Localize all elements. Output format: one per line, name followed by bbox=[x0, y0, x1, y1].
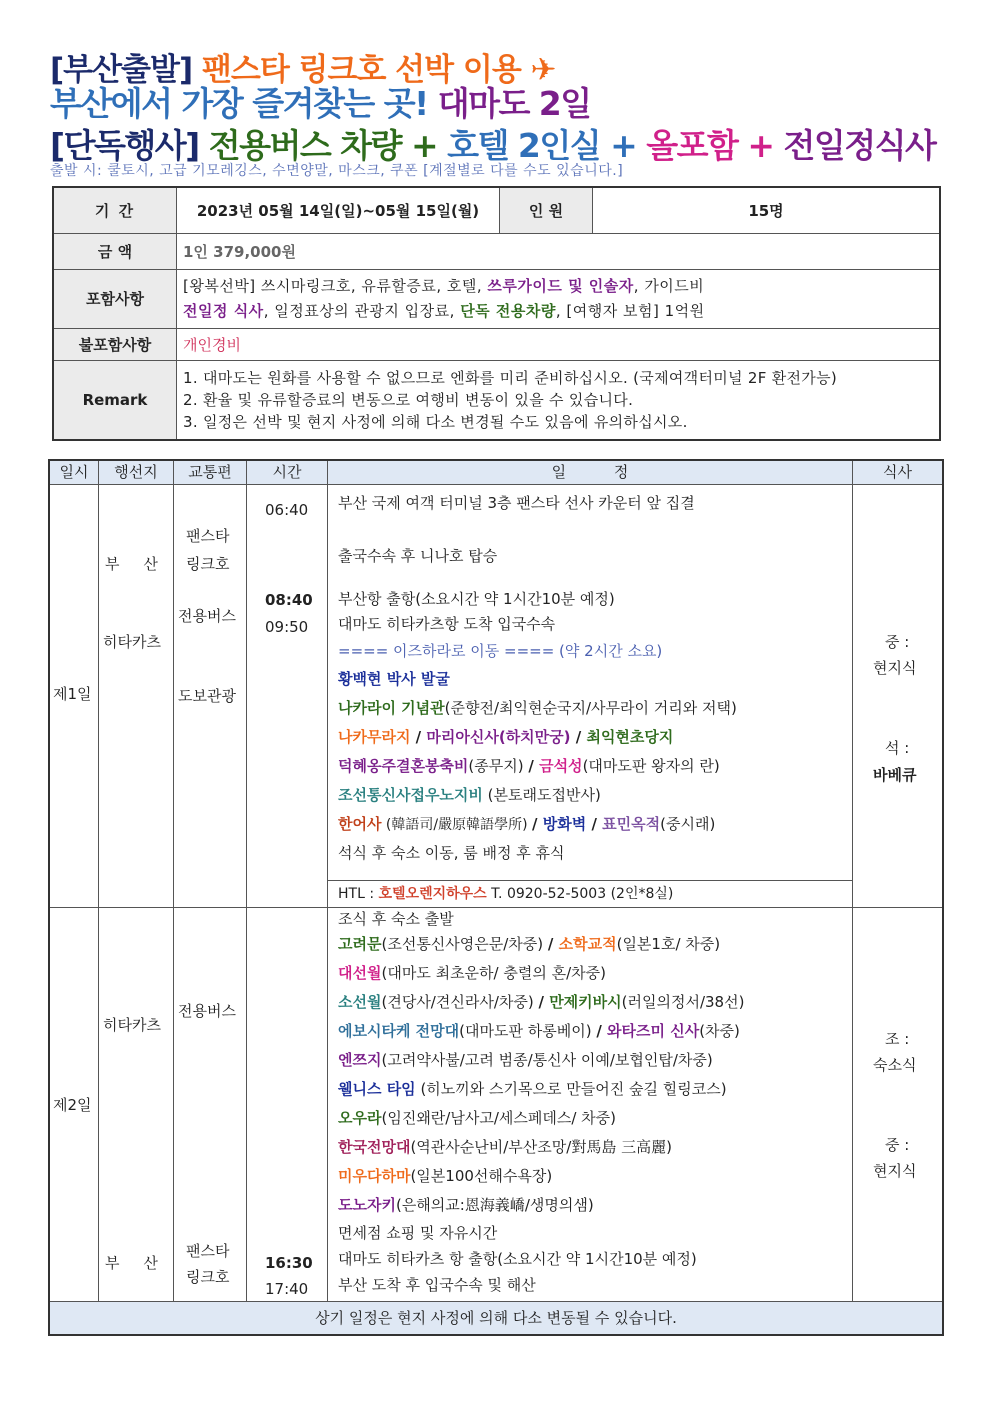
plus-sign: + bbox=[410, 126, 438, 165]
itinerary-line: ==== 이즈하라로 이동 ==== (약 2시간 소요) bbox=[338, 642, 663, 660]
attraction-name: 소학교적 bbox=[558, 935, 617, 953]
attraction-desc: (대마도판 하롱베이) bbox=[459, 1022, 597, 1040]
included-value bbox=[177, 269, 941, 328]
attraction-name: 금석성 bbox=[539, 757, 583, 775]
itinerary-day2 bbox=[328, 908, 853, 1302]
time: 16:30 bbox=[265, 1254, 313, 1272]
separator: / bbox=[570, 728, 587, 746]
itinerary-line bbox=[338, 959, 852, 988]
itinerary-day1 bbox=[328, 485, 853, 881]
attraction-name: 웰니스 타임 bbox=[338, 1080, 416, 1098]
schedule-table bbox=[48, 459, 944, 1336]
itinerary-line: 부산 국제 여객 터미널 3층 팬스타 선사 카운터 앞 집결 bbox=[338, 494, 695, 512]
attraction-name: 조선통신사접우노지비 bbox=[338, 786, 483, 804]
attraction-desc: (히노끼와 스기목으로 만들어진 숲길 힐링코스) bbox=[415, 1080, 727, 1098]
itinerary-line bbox=[338, 1162, 852, 1191]
attraction-name: 도노자키 bbox=[338, 1196, 396, 1214]
ship-name: 팬스타 링크호 선박 이용 bbox=[201, 52, 521, 88]
attraction-name: 최익현초당지 bbox=[586, 728, 674, 746]
itinerary-line bbox=[338, 1191, 852, 1220]
attraction-name: 한어사 bbox=[338, 815, 382, 833]
people-label: 인 원 bbox=[500, 187, 593, 233]
attraction-desc: (은해의교:恩海義嶠/생명의샘) bbox=[395, 1196, 594, 1214]
attraction-desc: (조선통신사영은문/차중) bbox=[381, 935, 548, 953]
day-cell bbox=[49, 908, 99, 1302]
remark-item: 3. 일정은 선박 및 현지 사정에 의해 다소 변경될 수도 있음에 유의하십시오. bbox=[183, 412, 688, 431]
attraction-desc: (임진왜란/남사고/세스페데스/ 차중) bbox=[381, 1109, 616, 1127]
itinerary-line bbox=[338, 988, 852, 1017]
attraction-desc: (일본100선해수욕장) bbox=[410, 1167, 553, 1185]
attraction-name: 오우라 bbox=[338, 1109, 382, 1127]
transport: 팬스타 bbox=[186, 527, 230, 545]
day-cell bbox=[49, 485, 99, 908]
meal-label: 중 : bbox=[885, 1136, 910, 1154]
attraction-desc: (대마도판 왕자의 란) bbox=[582, 757, 720, 775]
place: 히타카츠 bbox=[103, 1016, 161, 1034]
meal-value: 현지식 bbox=[873, 1162, 917, 1180]
itinerary-line bbox=[338, 930, 852, 959]
meal-value: 바베큐 bbox=[873, 766, 917, 784]
place: 부 산 bbox=[105, 1254, 158, 1272]
attraction-desc: (차중) bbox=[699, 1022, 740, 1040]
attraction-name: 에보시타케 전망대 bbox=[338, 1022, 460, 1040]
included-label: 포함사항 bbox=[53, 269, 177, 328]
time-cell bbox=[247, 485, 328, 908]
itinerary-line: 부산 도착 후 입국수속 및 해산 bbox=[338, 1276, 536, 1294]
meal-cell bbox=[853, 485, 944, 908]
separator: / bbox=[410, 728, 427, 746]
departure-tag: [부산출발] bbox=[50, 52, 193, 88]
separator: / bbox=[528, 757, 540, 775]
itinerary-line bbox=[338, 1075, 852, 1104]
price-value: 1인 379,000원 bbox=[177, 233, 941, 269]
excluded-label: 불포함사항 bbox=[53, 328, 177, 360]
attraction-name: 나카라이 기념관 bbox=[338, 699, 445, 717]
attraction-name: 덕혜옹주결혼봉축비 bbox=[338, 757, 469, 775]
attraction-name: 대선월 bbox=[338, 964, 382, 982]
included-highlight: 전일정 식사 bbox=[183, 301, 264, 320]
time: 08:40 bbox=[265, 591, 313, 609]
included-highlight: 단독 전용차량 bbox=[460, 301, 556, 320]
time-cell bbox=[247, 908, 328, 1302]
included-text: , 가이드비 bbox=[633, 276, 705, 295]
transport-cell bbox=[174, 908, 247, 1302]
hotel-label: HTL : bbox=[338, 886, 379, 902]
people-value: 15명 bbox=[593, 187, 941, 233]
meal-cell bbox=[853, 908, 944, 1302]
col-header: 일시 bbox=[49, 460, 99, 485]
day-row bbox=[49, 485, 943, 881]
itinerary-line: 출국수속 후 니나호 탑승 bbox=[338, 547, 498, 565]
col-header: 교통편 bbox=[174, 460, 247, 485]
separator: / bbox=[596, 1022, 608, 1040]
schedule-footer-note: 상기 일정은 현지 사정에 의해 다소 변동될 수 있습니다. bbox=[49, 1302, 943, 1336]
time: 17:40 bbox=[265, 1280, 309, 1298]
itinerary-line bbox=[338, 752, 852, 781]
period-value: 2023년 05월 14일(일)~05월 15일(월) bbox=[177, 187, 500, 233]
transport: 전용버스 bbox=[178, 607, 236, 625]
attraction-name: 만제키바시 bbox=[549, 993, 622, 1011]
itinerary-line bbox=[338, 1017, 852, 1046]
transport: 링크호 bbox=[186, 555, 230, 573]
transport: 링크호 bbox=[186, 1268, 230, 1286]
attraction-name: 고려문 bbox=[338, 935, 382, 953]
remark-item: 2. 환율 및 유류할증료의 변동으로 여행비 변동이 있을 수 있습니다. bbox=[183, 390, 634, 409]
itinerary-line bbox=[338, 1133, 852, 1162]
info-table bbox=[52, 186, 941, 441]
attraction-name: 한국전망대 bbox=[338, 1138, 411, 1156]
itinerary-line: 석식 후 숙소 이동, 룸 배정 후 휴식 bbox=[338, 844, 565, 862]
departure-note: 출발 시: 쿨토시, 고급 기모레깅스, 수면양말, 마스크, 쿠폰 [계절별로 다를 수도 있습니다.] bbox=[50, 163, 624, 179]
remark-item: 1. 대마도는 원화를 사용할 수 없으므로 엔화를 미리 준비하십시오. (국제여객터미널 2F 환전가능) bbox=[183, 368, 838, 387]
transport: 전용버스 bbox=[178, 1002, 236, 1020]
col-header: 시간 bbox=[247, 460, 328, 485]
meal-label: 중 : bbox=[885, 633, 910, 651]
feature-hotel: 호텔 2인실 bbox=[447, 126, 601, 165]
attraction-desc: (종무지) bbox=[468, 757, 529, 775]
meal-label: 석 : bbox=[885, 739, 910, 757]
hotel-phone: T. 0920-52-5003 (2인*8실) bbox=[486, 886, 674, 902]
title-destination: 대마도 2일 bbox=[437, 84, 591, 123]
place: 부 산 bbox=[105, 555, 158, 573]
col-header: 행선지 bbox=[99, 460, 174, 485]
feature-bus: 전용버스 차량 bbox=[208, 126, 401, 165]
plus-sign: + bbox=[610, 126, 637, 165]
feature-meals: 전일정식사 bbox=[783, 126, 936, 165]
included-text: , [여행자 보험] 1억원 bbox=[555, 301, 705, 320]
col-header: 식사 bbox=[853, 460, 944, 485]
feature-all-inclusive: 올포함 bbox=[646, 126, 738, 165]
attraction-name: 나카무라지 bbox=[338, 728, 411, 746]
attraction-desc: (대마도 최초운하/ 충렬의 혼/차중) bbox=[381, 964, 606, 982]
hotel-info bbox=[328, 881, 853, 908]
plus-sign: + bbox=[747, 126, 774, 165]
time: 09:50 bbox=[265, 618, 309, 636]
itinerary-line: 부산항 출항(소요시간 약 1시간10분 예정) bbox=[338, 590, 615, 608]
day-label: 제1일 bbox=[53, 685, 92, 703]
attraction-desc: (준향전/최익현순국지/사무라이 거리와 저택) bbox=[444, 699, 737, 717]
itinerary-line bbox=[338, 1046, 852, 1075]
transport: 팬스타 bbox=[186, 1242, 230, 1260]
excluded-value: 개인경비 bbox=[177, 328, 941, 360]
attraction-desc: (견당사/견신라사/차중) bbox=[381, 993, 539, 1011]
separator: / bbox=[586, 815, 603, 833]
included-highlight: 쓰루가이드 및 인솔자 bbox=[487, 276, 634, 295]
itinerary-line: 대마도 히타카츠 항 출항(소요시간 약 1시간10분 예정) bbox=[338, 1250, 697, 1268]
remark-label: Remark bbox=[53, 360, 177, 440]
itinerary-line bbox=[338, 723, 852, 752]
attraction-desc: (역관사순난비/부산조망/對馬島 三高麗) bbox=[410, 1138, 672, 1156]
separator: / bbox=[538, 993, 550, 1011]
separator: / bbox=[547, 935, 559, 953]
remark-list bbox=[177, 360, 941, 440]
attraction-desc: (韓語司/嚴原韓語學所) bbox=[381, 817, 533, 833]
place: 히타카츠 bbox=[103, 633, 161, 651]
transport-cell bbox=[174, 485, 247, 908]
attraction-name: 마리아신사(하치만궁) bbox=[426, 728, 571, 746]
attraction-desc: (본토래도접반사) bbox=[482, 786, 601, 804]
price-label: 금 액 bbox=[53, 233, 177, 269]
col-header: 일 정 bbox=[328, 460, 853, 485]
attraction-desc: (일본1호/ 차중) bbox=[616, 935, 721, 953]
attraction-name: 소선월 bbox=[338, 993, 382, 1011]
period-label: 기 간 bbox=[53, 187, 177, 233]
attraction-name: 와타즈미 신사 bbox=[607, 1022, 700, 1040]
exclusive-tag: [단독행사] bbox=[50, 126, 199, 165]
itinerary-line: 조식 후 숙소 출발 bbox=[338, 910, 454, 928]
itinerary-line: 면세점 쇼핑 및 자유시간 bbox=[338, 1224, 498, 1242]
meal-value: 숙소식 bbox=[873, 1056, 917, 1074]
attraction-desc: (고려약사불/고려 범종/통신사 이예/보협인탑/차중) bbox=[381, 1051, 713, 1069]
title-line-2 bbox=[50, 78, 950, 125]
airplane-icon: ✈ bbox=[530, 52, 556, 88]
meal-label: 조 : bbox=[885, 1030, 910, 1048]
itinerary-line bbox=[338, 694, 852, 723]
place-cell bbox=[99, 485, 174, 908]
attraction-name: 방화벽 bbox=[542, 815, 587, 833]
day-row bbox=[49, 908, 943, 1302]
itinerary-line bbox=[338, 1104, 852, 1133]
attraction-name: 엔쯔지 bbox=[338, 1051, 382, 1069]
itinerary-line: 황백현 박사 발굴 bbox=[338, 670, 450, 688]
itinerary-line bbox=[338, 781, 852, 810]
transport: 도보관광 bbox=[178, 687, 236, 705]
itinerary-line bbox=[338, 810, 852, 839]
attraction-desc: (러일의정서/38선) bbox=[621, 993, 745, 1011]
hotel-name: 호텔오렌지하우스 bbox=[378, 886, 487, 902]
day-label: 제2일 bbox=[53, 1096, 92, 1114]
time: 06:40 bbox=[265, 501, 309, 519]
attraction-desc: (중시래) bbox=[660, 815, 716, 833]
included-text: [왕복선박] 쓰시마링크호, 유류할증료, 호텔, bbox=[183, 276, 488, 295]
attraction-name: 표민옥적 bbox=[602, 815, 661, 833]
attraction-name: 미우다하마 bbox=[338, 1167, 411, 1185]
place-cell bbox=[99, 908, 174, 1302]
itinerary-line: 대마도 히타카츠항 도착 입국수속 bbox=[338, 615, 556, 633]
separator: / bbox=[532, 815, 543, 833]
meal-value: 현지식 bbox=[873, 659, 917, 677]
title-subtitle: 부산에서 가장 즐겨찾는 곳! bbox=[50, 84, 428, 123]
included-text: , 일정표상의 관광지 입장료, bbox=[263, 301, 461, 320]
